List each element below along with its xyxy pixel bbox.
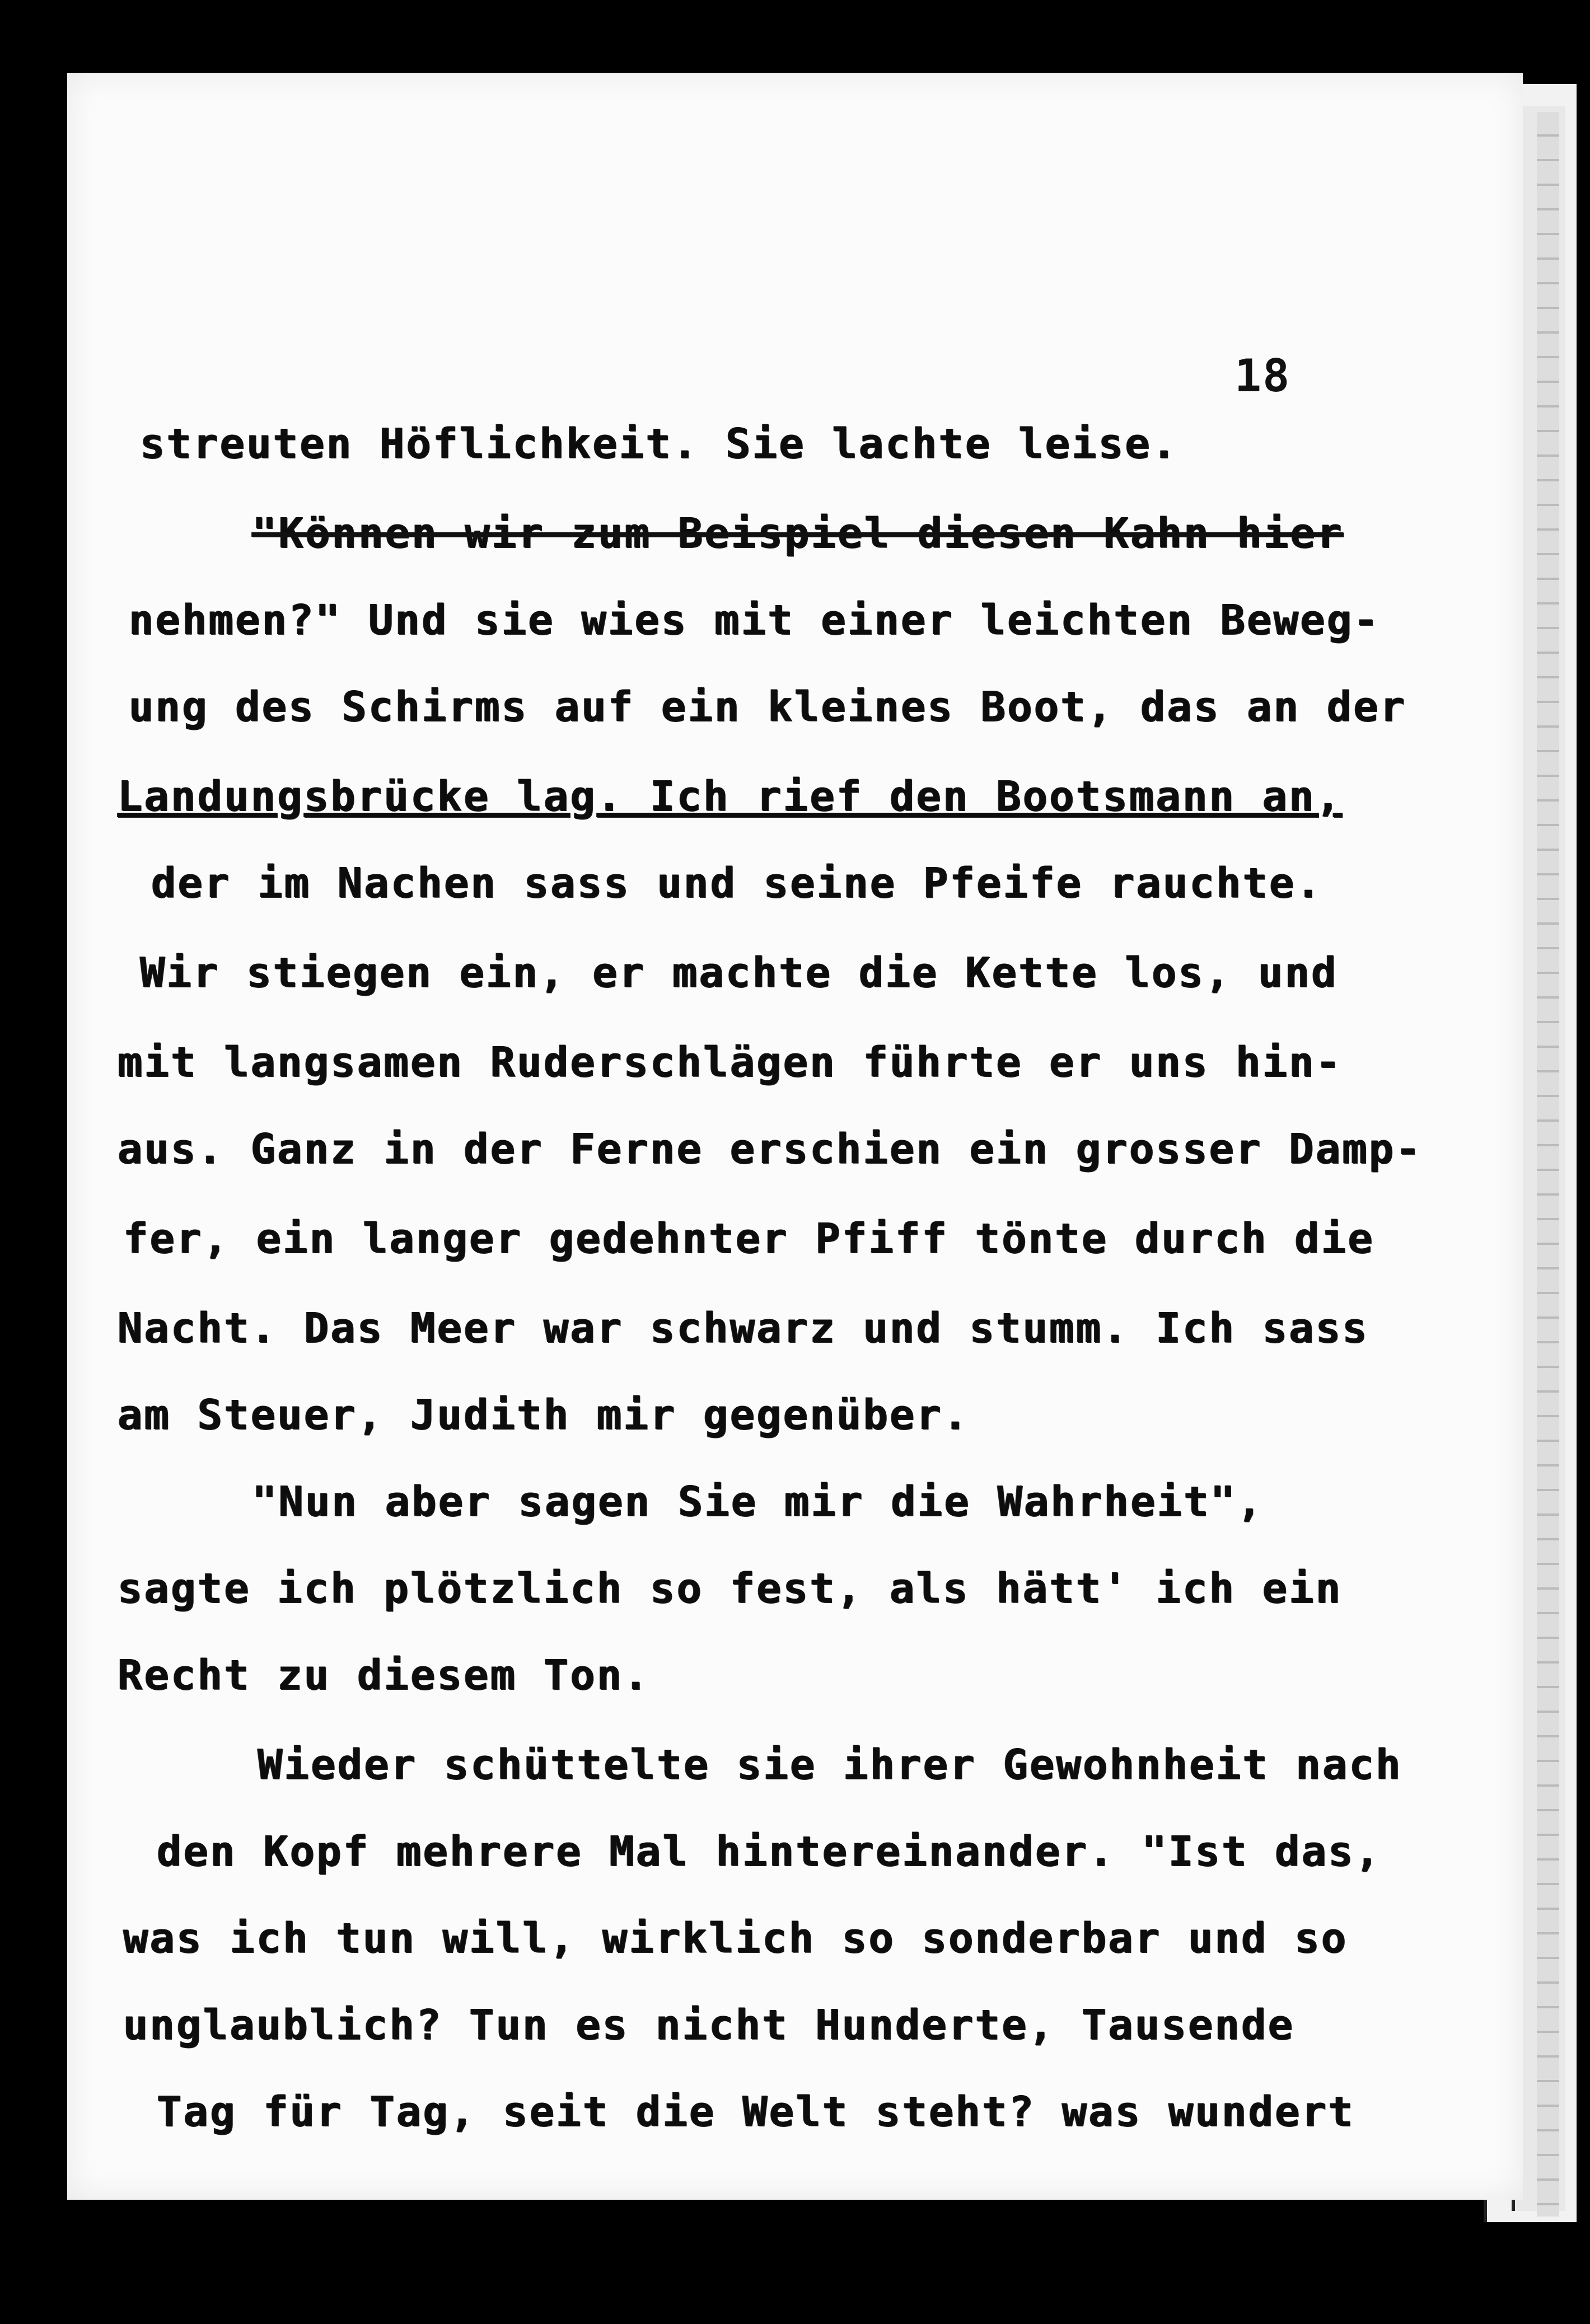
page-number: 18	[1234, 350, 1291, 402]
text-line: sagte ich plötzlich so fest, als hätt' ich ein	[118, 1564, 1343, 1613]
text-line: unglaublich? Tun es nicht Hunderte, Tausende	[123, 2001, 1295, 2049]
text-line: nehmen?" Und sie wies mit einer leichten Beweg-	[129, 596, 1380, 644]
text-line: Landungsbrücke lag. Ich rief den Bootsmann an,	[118, 772, 1343, 821]
typewritten-page	[67, 73, 1523, 2200]
text-line: der im Nachen sass und seine Pfeife rauchte.	[151, 859, 1323, 907]
text-line: Tag für Tag, seit die Welt steht? was wundert	[157, 2088, 1355, 2136]
text-line: was ich tun will, wirklich so sonderbar und so	[123, 1914, 1348, 1962]
text-line: fer, ein langer gedehnter Pfiff tönte durch die	[123, 1215, 1374, 1263]
text-line: Nacht. Das Meer war schwarz und stumm. Ich sass	[118, 1304, 1369, 1352]
text-line: streuten Höflichkeit. Sie lachte leise.	[140, 420, 1179, 468]
text-line: Recht zu diesem Ton.	[118, 1651, 651, 1699]
text-line: den Kopf mehrere Mal hintereinander. "Ist das,	[157, 1828, 1382, 1876]
text-line: am Steuer, Judith mir gegenüber.	[118, 1391, 970, 1439]
text-line: aus. Ganz in der Ferne erschien ein grosser Damp-	[118, 1125, 1423, 1173]
text-line: "Nun aber sagen Sie mir die Wahrheit",	[252, 1478, 1264, 1526]
text-line: ung des Schirms auf ein kleines Boot, das an der	[129, 683, 1407, 731]
text-line: Wieder schüttelte sie ihrer Gewohnheit nach	[258, 1741, 1402, 1789]
text-line: Wir stiegen ein, er machte die Kette los, und	[140, 949, 1338, 997]
back-sheet-edge	[1537, 112, 1559, 2217]
text-line-struck: "Können wir zum Beispiel diesen Kahn hier	[252, 509, 1344, 557]
text-line: mit langsamen Ruderschlägen führte er uns hin-	[118, 1038, 1343, 1086]
